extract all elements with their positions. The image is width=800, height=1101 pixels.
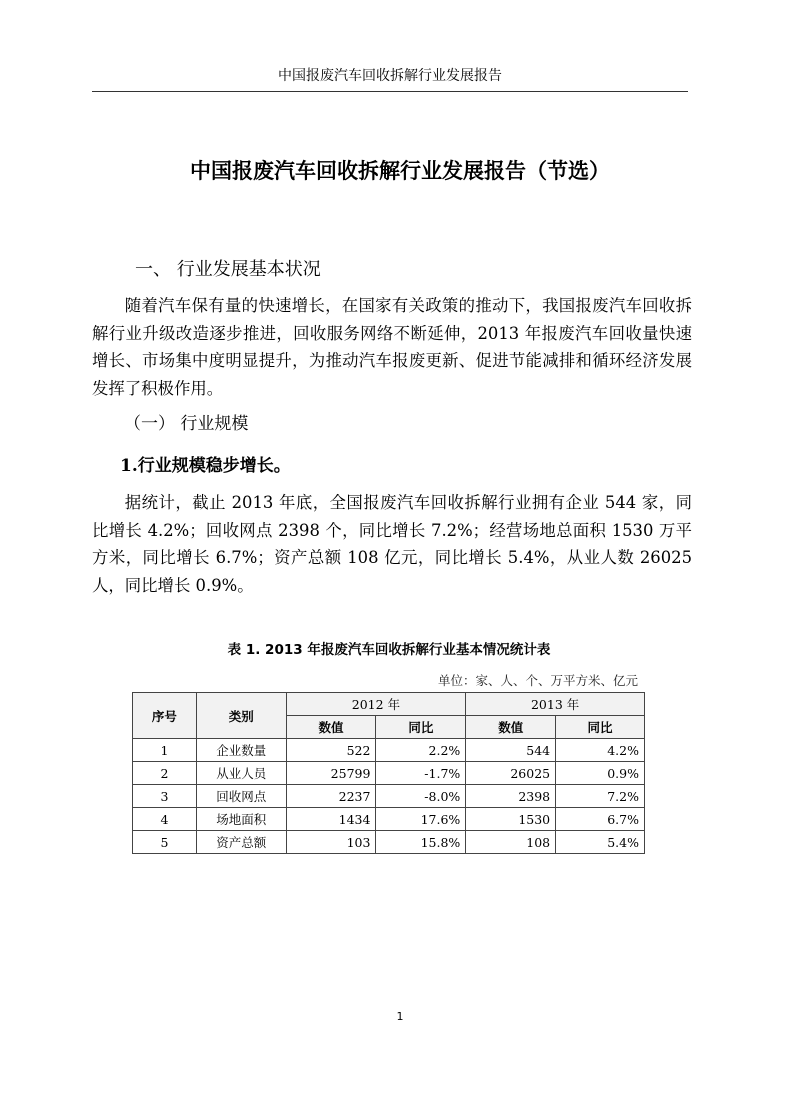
cell-category: 资产总额 bbox=[196, 831, 286, 854]
point-heading: 1.行业规模稳步增长。 bbox=[120, 456, 291, 476]
cell-value-2012: 1434 bbox=[286, 808, 376, 831]
header-year-2013: 2013 年 bbox=[466, 693, 645, 716]
cell-yoy-2013: 5.4% bbox=[556, 831, 645, 854]
table-row bbox=[133, 785, 645, 808]
header-divider bbox=[92, 91, 688, 92]
section-heading: 一、 行业发展基本状况 bbox=[135, 259, 321, 280]
header-index: 序号 bbox=[133, 693, 197, 739]
cell-value-2013: 544 bbox=[466, 739, 556, 762]
header-value-2013: 数值 bbox=[466, 716, 556, 739]
statistics-table bbox=[132, 692, 645, 854]
cell-yoy-2013: 7.2% bbox=[556, 785, 645, 808]
header-yoy-2013: 同比 bbox=[556, 716, 645, 739]
point-paragraph: 据统计，截止 2013 年底，全国报废汽车回收拆解行业拥有企业 544 家，同比增长 4.2%；回收网点 2398 个，同比增长 7.2%；经营场地总面积 1530 万平方米，同比增长 6.7%；资产总额 108 亿元，同比增长 5.4%，从业人数 26025 人，同比增长 0.9%。 bbox=[92, 493, 692, 595]
cell-yoy-2012: -8.0% bbox=[376, 785, 466, 808]
cell-yoy-2012: 17.6% bbox=[376, 808, 466, 831]
cell-value-2012: 25799 bbox=[286, 762, 376, 785]
cell-value-2013: 108 bbox=[466, 831, 556, 854]
cell-category: 企业数量 bbox=[196, 739, 286, 762]
cell-category: 回收网点 bbox=[196, 785, 286, 808]
table-row bbox=[133, 739, 645, 762]
section-paragraph: 随着汽车保有量的快速增长，在国家有关政策的推动下，我国报废汽车回收拆解行业升级改造逐步推进，回收服务网络不断延伸，2013 年报废汽车回收量快速增长、市场集中度明显提升，为推动汽车报废更新、促进节能减排和循环经济发展发挥了积极作用。 bbox=[92, 296, 692, 398]
cell-value-2012: 2237 bbox=[286, 785, 376, 808]
subsection-heading: （一） 行业规模 bbox=[124, 414, 249, 434]
cell-category: 从业人员 bbox=[196, 762, 286, 785]
header-value-2012: 数值 bbox=[286, 716, 376, 739]
cell-yoy-2012: -1.7% bbox=[376, 762, 466, 785]
cell-index: 5 bbox=[133, 831, 197, 854]
table-row bbox=[133, 808, 645, 831]
cell-value-2012: 103 bbox=[286, 831, 376, 854]
table-row bbox=[133, 762, 645, 785]
table-caption: 表 1. 2013 年报废汽车回收拆解行业基本情况统计表 bbox=[227, 642, 551, 658]
header-year-2012: 2012 年 bbox=[286, 693, 466, 716]
cell-yoy-2013: 0.9% bbox=[556, 762, 645, 785]
cell-index: 1 bbox=[133, 739, 197, 762]
cell-index: 2 bbox=[133, 762, 197, 785]
cell-yoy-2013: 6.7% bbox=[556, 808, 645, 831]
header-category: 类别 bbox=[196, 693, 286, 739]
table-row bbox=[133, 831, 645, 854]
cell-yoy-2012: 2.2% bbox=[376, 739, 466, 762]
page-number: 1 bbox=[396, 1010, 404, 1023]
cell-yoy-2012: 15.8% bbox=[376, 831, 466, 854]
document-title: 中国报废汽车回收拆解行业发展报告（节选） bbox=[190, 159, 610, 183]
cell-index: 4 bbox=[133, 808, 197, 831]
cell-value-2013: 26025 bbox=[466, 762, 556, 785]
table-header-row bbox=[133, 693, 645, 716]
cell-value-2012: 522 bbox=[286, 739, 376, 762]
cell-category: 场地面积 bbox=[196, 808, 286, 831]
table-unit-note: 单位：家、人、个、万平方米、亿元 bbox=[437, 673, 638, 688]
running-header: 中国报废汽车回收拆解行业发展报告 bbox=[278, 68, 502, 84]
cell-index: 3 bbox=[133, 785, 197, 808]
cell-value-2013: 1530 bbox=[466, 808, 556, 831]
cell-value-2013: 2398 bbox=[466, 785, 556, 808]
header-yoy-2012: 同比 bbox=[376, 716, 466, 739]
cell-yoy-2013: 4.2% bbox=[556, 739, 645, 762]
